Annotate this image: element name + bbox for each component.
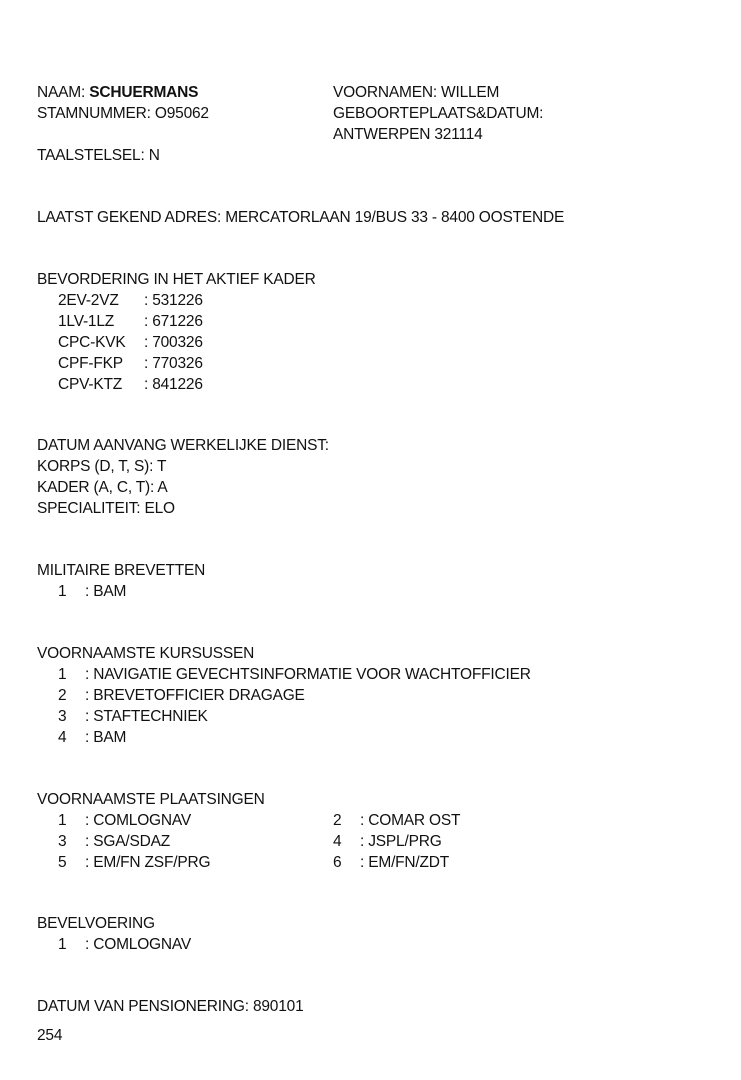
rank-code: CPC-KVK xyxy=(58,334,126,351)
bevordering-title: BEVORDERING IN HET AKTIEF KADER xyxy=(37,271,316,288)
list-item xyxy=(333,831,442,852)
item-text: : STAFTECHNIEK xyxy=(85,708,208,725)
list-item xyxy=(58,685,305,706)
list-item xyxy=(58,852,210,873)
item-text: : COMLOGNAV xyxy=(85,936,192,953)
rank-code: CPV-KTZ xyxy=(58,376,123,393)
item-number: 1 xyxy=(58,583,67,600)
voornamen-row xyxy=(333,82,499,103)
item-number: 4 xyxy=(333,833,342,850)
rank-date: : 770326 xyxy=(144,355,203,372)
item-text: : BAM xyxy=(85,583,127,600)
list-item xyxy=(58,831,170,852)
rank-code: 1LV-1LZ xyxy=(58,313,115,330)
brevetten-title: MILITAIRE BREVETTEN xyxy=(37,562,206,579)
geboorte-value: ANTWERPEN 321114 xyxy=(333,126,483,143)
kader: KADER (A, C, T): A xyxy=(37,479,168,496)
item-number: 1 xyxy=(58,812,67,829)
rank-date: : 700326 xyxy=(144,334,203,351)
bevordering-item xyxy=(58,311,203,332)
bevordering-item xyxy=(58,332,203,353)
korps: KORPS (D, T, S): T xyxy=(37,458,167,475)
taalstelsel-row xyxy=(37,145,160,166)
item-text: : COMAR OST xyxy=(360,812,461,829)
item-text: : SGA/SDAZ xyxy=(85,833,170,850)
voornamen-value: WILLEM xyxy=(441,84,500,101)
datum-aanvang: DATUM AANVANG WERKELIJKE DIENST: xyxy=(37,437,329,454)
adres-row xyxy=(37,207,564,228)
list-item xyxy=(58,727,126,748)
list-item xyxy=(333,852,449,873)
taalstelsel-label: TAALSTELSEL: xyxy=(37,147,145,164)
item-number: 3 xyxy=(58,708,67,725)
item-text: : EM/FN ZSF/PRG xyxy=(85,854,211,871)
item-text: : BAM xyxy=(85,729,127,746)
specialiteit: SPECIALITEIT: ELO xyxy=(37,500,175,517)
bevordering-item xyxy=(58,290,203,311)
plaatsingen-title: VOORNAAMSTE PLAATSINGEN xyxy=(37,791,265,808)
item-text: : BREVETOFFICIER DRAGAGE xyxy=(85,687,305,704)
pensioen-label: DATUM VAN PENSIONERING: xyxy=(37,998,249,1015)
item-text: : EM/FN/ZDT xyxy=(360,854,450,871)
naam-value: SCHUERMANS xyxy=(89,84,199,101)
taalstelsel-value: N xyxy=(148,147,160,164)
stamnummer-row xyxy=(37,103,209,124)
pensioen-row xyxy=(37,996,304,1017)
item-number: 3 xyxy=(58,833,67,850)
list-item xyxy=(58,934,191,955)
bevordering-item xyxy=(58,374,203,395)
rank-date: : 671226 xyxy=(144,313,203,330)
bevelvoering-title: BEVELVOERING xyxy=(37,915,155,932)
pensioen-value: 890101 xyxy=(252,998,304,1015)
adres-value: MERCATORLAAN 19/BUS 33 - 8400 OOSTENDE xyxy=(225,209,565,226)
item-number: 5 xyxy=(58,854,67,871)
geboorte-label: GEBOORTEPLAATS&DATUM: xyxy=(333,105,544,122)
list-item xyxy=(58,664,531,685)
item-number: 2 xyxy=(58,687,67,704)
item-text: : NAVIGATIE GEVECHTSINFORMATIE VOOR WACHTOFFICIER xyxy=(85,666,531,683)
stamnummer-label: STAMNUMMER: xyxy=(37,105,151,122)
item-number: 4 xyxy=(58,729,67,746)
page-number: 254 xyxy=(37,1027,63,1044)
rank-date: : 531226 xyxy=(144,292,203,309)
naam-row xyxy=(37,82,198,103)
list-item xyxy=(58,581,126,602)
adres-label: LAATST GEKEND ADRES: xyxy=(37,209,222,226)
bevordering-item xyxy=(58,353,203,374)
kursussen-title: VOORNAAMSTE KURSUSSEN xyxy=(37,645,255,662)
list-item xyxy=(58,810,191,831)
list-item xyxy=(58,706,208,727)
item-text: : JSPL/PRG xyxy=(360,833,442,850)
item-number: 2 xyxy=(333,812,342,829)
item-number: 6 xyxy=(333,854,342,871)
item-number: 1 xyxy=(58,936,67,953)
item-text: : COMLOGNAV xyxy=(85,812,192,829)
rank-code: CPF-FKP xyxy=(58,355,123,372)
item-number: 1 xyxy=(58,666,67,683)
stamnummer-value: O95062 xyxy=(154,105,209,122)
list-item xyxy=(333,810,460,831)
voornamen-label: VOORNAMEN: xyxy=(333,84,437,101)
rank-date: : 841226 xyxy=(144,376,203,393)
rank-code: 2EV-2VZ xyxy=(58,292,119,309)
naam-label: NAAM: xyxy=(37,84,86,101)
